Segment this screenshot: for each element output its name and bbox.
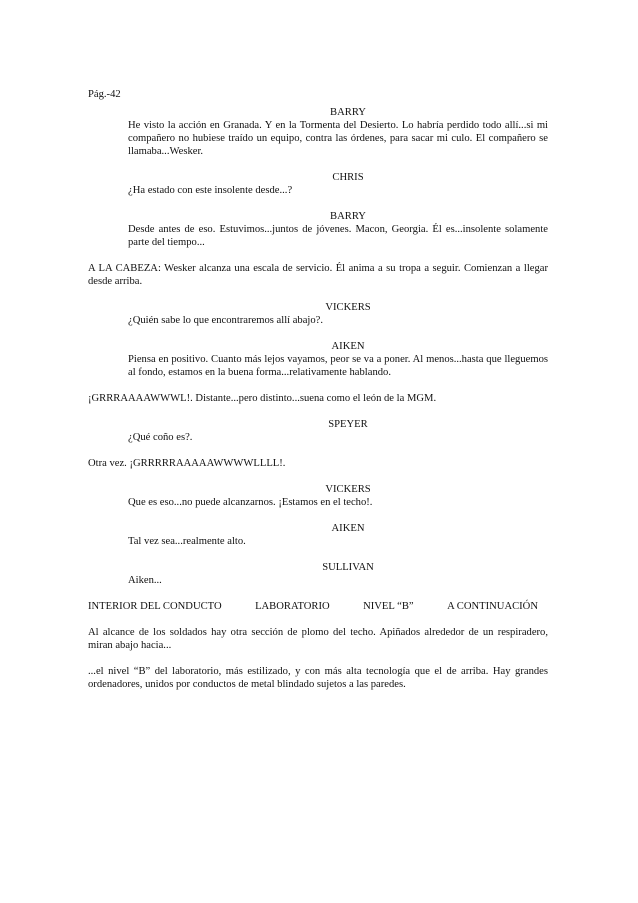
spacer (88, 158, 548, 171)
character-name: VICKERS (325, 484, 371, 495)
screenplay-body (88, 106, 548, 691)
character-name: BARRY (330, 107, 366, 118)
spacer (88, 548, 548, 561)
spacer (88, 249, 548, 262)
dialogue-text: Desde antes de eso. Estuvimos...juntos de jóvenes. Macon, Georgia. Él es...insolente solamente parte del tiempo... (128, 224, 548, 248)
action-text: Al alcance de los soldados hay otra sección de plomo del techo. Apiñados alrededor de un respiradero, miran abajo hacia... (88, 627, 548, 651)
character-name: SULLIVAN (322, 562, 374, 573)
dialogue-text: Tal vez sea...realmente alto. (128, 536, 246, 547)
character-name: AIKEN (331, 523, 365, 534)
spacer (88, 470, 548, 483)
spacer (88, 613, 548, 626)
action-text: ¡GRRRAAAAWWWL!. Distante...pero distinto...suena como el león de la MGM. (88, 393, 437, 404)
dialogue-text: ¿Ha estado con este insolente desde...? (128, 185, 293, 196)
spacer (88, 587, 548, 600)
spacer (88, 197, 548, 210)
scene-heading (88, 600, 548, 613)
spacer (88, 405, 548, 418)
dialogue-text: Aiken... (128, 575, 162, 586)
spacer (88, 327, 548, 340)
spacer (88, 379, 548, 392)
scene-heading-part: INTERIOR DEL CONDUCTO (88, 601, 222, 612)
spacer (88, 509, 548, 522)
dialogue-text: ¿Qué coño es?. (128, 432, 193, 443)
spacer (88, 288, 548, 301)
character-name: CHRIS (332, 172, 364, 183)
action-text: Otra vez. ¡GRRRRRAAAAAWWWWLLLL!. (88, 458, 286, 469)
action-text: ...el nivel “B” del laboratorio, más estilizado, y con más alta tecnología que el de arriba. Hay grandes ordenadores, unidos por conductos de metal blindado sujetos a las paredes. (88, 666, 548, 690)
dialogue-text: He visto la acción en Granada. Y en la Tormenta del Desierto. Lo habría perdido todo allí...si mi compañero no hubiese traído un equipo, contra las órdenes, para sacar mi culo. El compañero se llamaba...Wesker. (128, 120, 548, 157)
scene-heading-part: NIVEL “B” (363, 601, 414, 612)
spacer (88, 652, 548, 665)
dialogue-text: ¿Quién sabe lo que encontraremos allí abajo?. (128, 315, 324, 326)
dialogue-text: Piensa en positivo. Cuanto más lejos vayamos, peor se va a poner. Al menos...hasta que lleguemos al fondo, estamos en la buena forma...relativamente hablando. (128, 354, 548, 378)
dialogue-text: Que es eso...no puede alcanzarnos. ¡Estamos en el techo!. (128, 497, 373, 508)
scene-heading-part: LABORATORIO (255, 601, 330, 612)
scene-heading-part: A CONTINUACIÓN (447, 601, 538, 612)
action-text: A LA CABEZA: Wesker alcanza una escala de servicio. Él anima a su tropa a seguir. Comienzan a llegar desde arriba. (88, 263, 548, 287)
character-name: SPEYER (328, 419, 368, 430)
spacer (88, 444, 548, 457)
page-number: Pág.-42 (88, 89, 121, 100)
character-name: BARRY (330, 211, 366, 222)
character-name: AIKEN (331, 341, 365, 352)
character-name: VICKERS (325, 302, 371, 313)
